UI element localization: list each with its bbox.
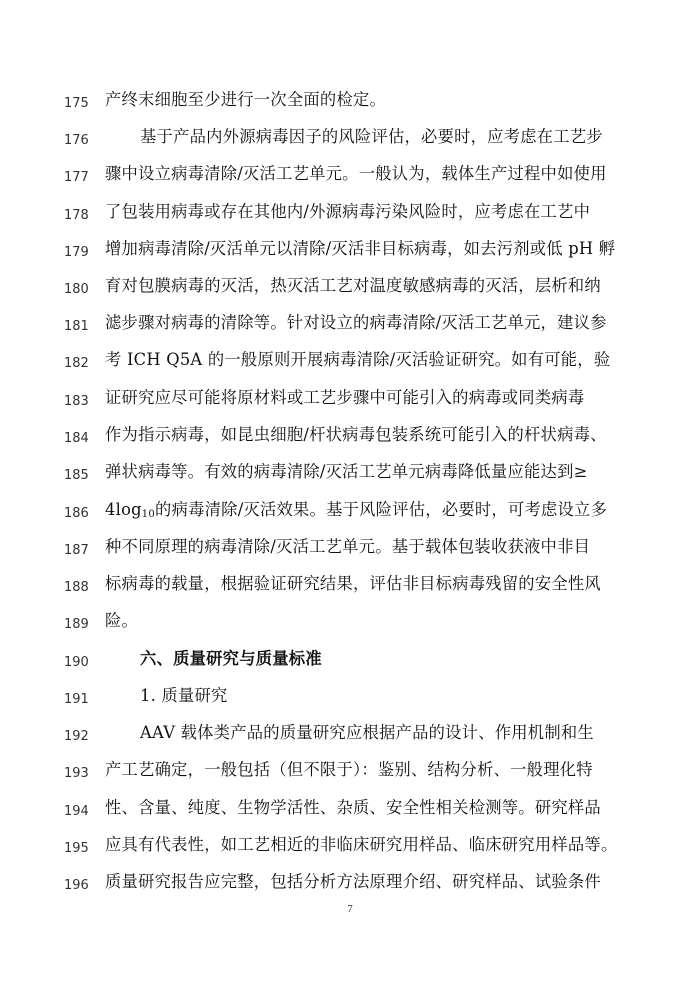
- line-text: 证研究应尽可能将原材料或工艺步骤中可能引入的病毒或同类病毒: [105, 388, 585, 407]
- line-number: 176: [64, 133, 89, 148]
- line-text: AAV 载体类产品的质量研究应根据产品的设计、作用机制和生: [140, 723, 594, 742]
- line-text: 考 ICH Q5A 的一般原则开展病毒清除/灭活验证研究。如有可能，验: [105, 350, 611, 369]
- text-line: [0, 274, 700, 310]
- line-number: 184: [64, 431, 89, 446]
- line-number: 185: [64, 468, 89, 483]
- line-number: 175: [64, 96, 89, 111]
- line-number: 179: [64, 245, 89, 260]
- text-line: [0, 609, 700, 645]
- text-line: [0, 311, 700, 347]
- formula-subscript: 10: [141, 509, 156, 520]
- line-number: 181: [64, 319, 89, 334]
- text-line: [0, 237, 700, 273]
- text-line: [0, 647, 700, 683]
- line-text: 滤步骤对病毒的清除等。针对设立的病毒清除/灭活工艺单元，建议参: [105, 313, 607, 332]
- line-text: 基于产品内外源病毒因子的风险评估，必要时，应考虑在工艺步: [140, 127, 603, 146]
- line-number: 194: [64, 804, 89, 819]
- line-text: 育对包膜病毒的灭活，热灭活工艺对温度敏感病毒的灭活，层析和纳: [105, 276, 601, 295]
- text-line: [0, 88, 700, 124]
- page-number: 7: [347, 903, 353, 915]
- line-number: 191: [64, 692, 89, 707]
- line-number: 186: [64, 506, 89, 521]
- line-number: 177: [64, 170, 89, 185]
- line-text: 作为指示病毒，如昆虫细胞/杆状病毒包装系统可能引入的杆状病毒、: [105, 425, 607, 444]
- line-number: 192: [64, 729, 89, 744]
- text-line: [0, 200, 700, 236]
- line-text: 应具有代表性，如工艺相近的非临床研究用样品、临床研究用样品等。: [105, 835, 618, 854]
- line-number: 190: [64, 655, 89, 670]
- line-number: 189: [64, 617, 89, 632]
- line-number: 193: [64, 766, 89, 781]
- line-text: 产终末细胞至少进行一次全面的检定。: [105, 90, 387, 109]
- text-line: [0, 125, 700, 161]
- line-text: 了包装用病毒或存在其他内/外源病毒污染风险时，应考虑在工艺中: [105, 202, 591, 221]
- line-text: 产工艺确定，一般包括（但不限于）：鉴别、结构分析、一般理化特: [105, 760, 593, 779]
- line-text: 1. 质量研究: [140, 686, 228, 705]
- text-line: [0, 684, 700, 720]
- section-heading: 六、质量研究与质量标准: [140, 649, 322, 668]
- text-line: [0, 758, 700, 794]
- text-line: [0, 460, 700, 496]
- line-text: 标病毒的载量，根据验证研究结果，评估非目标病毒残留的安全性风: [105, 574, 601, 593]
- text-line: [0, 535, 700, 571]
- line-number: 195: [64, 841, 89, 856]
- text-line: [0, 386, 700, 422]
- line-number: 183: [64, 394, 89, 409]
- text-line: [0, 721, 700, 757]
- line-number: 188: [64, 580, 89, 595]
- line-text-rest: 的病毒清除/灭活效果。基于风险评估，必要时，可考虑设立多: [155, 500, 608, 519]
- text-line: [0, 796, 700, 832]
- text-line: [0, 162, 700, 198]
- text-line: [0, 348, 700, 384]
- line-text: 骤中设立病毒清除/灭活工艺单元。一般认为，载体生产过程中如使用: [105, 164, 607, 183]
- line-text: 增加病毒清除/灭活单元以清除/灭活非目标病毒，如去污剂或低 pH 孵: [105, 239, 616, 258]
- text-line: [0, 870, 700, 906]
- line-number: 182: [64, 356, 89, 371]
- line-text: 险。: [105, 611, 139, 630]
- line-text: 种不同原理的病毒清除/灭活工艺单元。基于载体包装收获液中非目: [105, 537, 591, 556]
- text-line: [0, 572, 700, 608]
- line-number: 178: [64, 208, 89, 223]
- line-text: [105, 498, 608, 527]
- line-number: 187: [64, 543, 89, 558]
- text-line: [0, 423, 700, 459]
- line-number: 180: [64, 282, 89, 297]
- text-line: [0, 833, 700, 869]
- line-text: 弹状病毒等。有效的病毒清除/灭活工艺单元病毒降低量应能达到≥: [105, 462, 588, 481]
- line-number: 196: [64, 878, 89, 893]
- formula-base: 4log: [105, 500, 142, 519]
- line-text: 性、含量、纯度、生物学活性、杂质、安全性相关检测等。研究样品: [105, 798, 601, 817]
- text-line: [0, 498, 700, 534]
- line-text: 质量研究报告应完整，包括分析方法原理介绍、研究样品、试验条件: [105, 872, 601, 891]
